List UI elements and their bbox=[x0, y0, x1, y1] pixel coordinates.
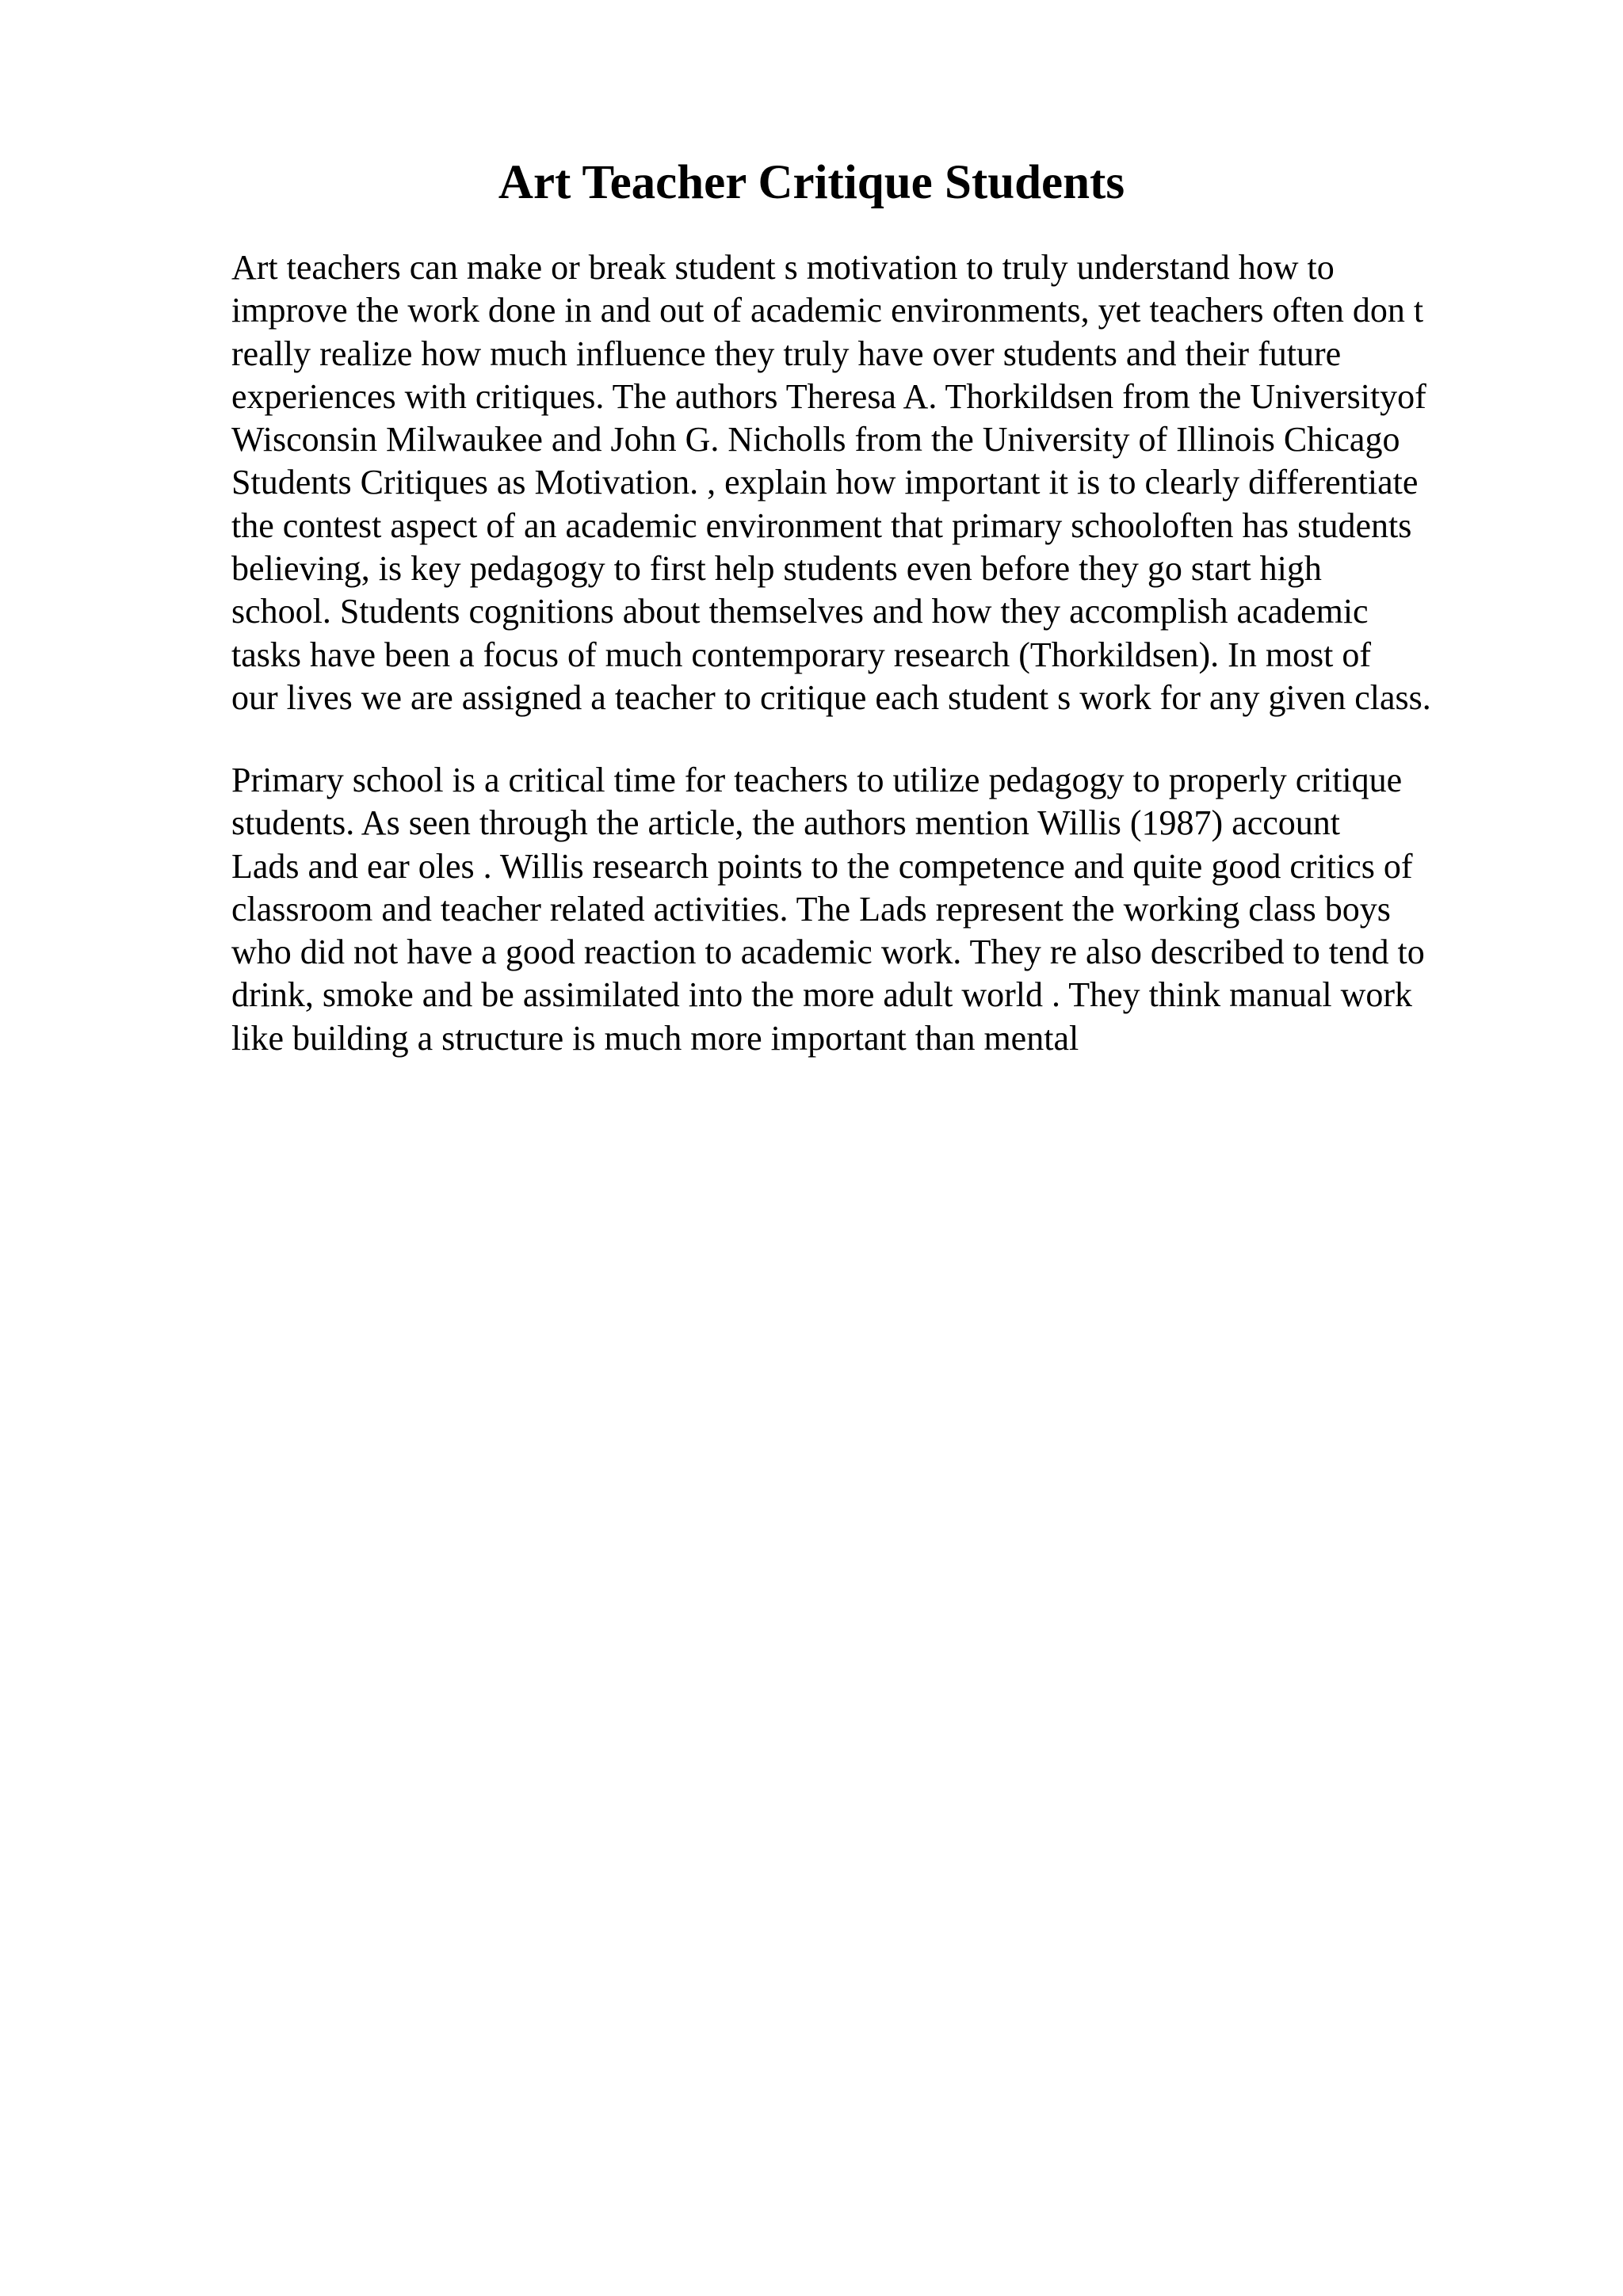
paragraph-line: drink, smoke and be assimilated into the more adult world . They think manual work bbox=[231, 975, 1413, 1015]
paragraph-line: our lives we are assigned a teacher to critique each student s work for any given class. bbox=[231, 677, 1431, 717]
paragraph-2 bbox=[231, 759, 1594, 1060]
paragraph-line: school. Students cognitions about themselves and how they accomplish academic bbox=[231, 592, 1369, 631]
paragraph-line: Students Critiques as Motivation. , explain how important it is to clearly differentiate bbox=[231, 463, 1419, 502]
paragraph-line: improve the work done in and out of academic environments, yet teachers often don t bbox=[231, 291, 1424, 330]
paragraph-line: the contest aspect of an academic environment that primary schooloften has students bbox=[231, 505, 1412, 545]
paragraph-line: like building a structure is much more important than mental bbox=[231, 1018, 1079, 1058]
paragraph-1 bbox=[231, 246, 1594, 719]
paragraph-line: really realize how much influence they truly have over students and their future bbox=[231, 334, 1342, 373]
paragraph-line: Lads and ear oles . Willis research points to the competence and quite good critics of bbox=[231, 846, 1413, 886]
paragraph-line: tasks have been a focus of much contemporary research (Thorkildsen). In most of bbox=[231, 635, 1372, 674]
paragraph-line: believing, is key pedagogy to first help students even before they go start high bbox=[231, 549, 1322, 589]
paragraph-line: Primary school is a critical time for teachers to utilize pedagogy to properly critique bbox=[231, 761, 1403, 799]
paragraph-line: experiences with critiques. The authors Theresa A. Thorkildsen from the Universityof bbox=[231, 376, 1426, 416]
paragraph-line: students. As seen through the article, the authors mention Willis (1987) account bbox=[231, 803, 1341, 843]
paragraph-line: Art teachers can make or break student s motivation to truly understand how to bbox=[231, 248, 1335, 287]
document-title: Art Teacher Critique Students bbox=[498, 156, 1125, 209]
paragraph-line: classroom and teacher related activities. The Lads represent the working class boys bbox=[231, 889, 1391, 929]
paragraph-line: Wisconsin Milwaukee and John G. Nicholls from the University of Illinois Chicago bbox=[231, 420, 1400, 460]
paragraph-line: who did not have a good reaction to academic work. They re also described to tend to bbox=[231, 933, 1425, 972]
